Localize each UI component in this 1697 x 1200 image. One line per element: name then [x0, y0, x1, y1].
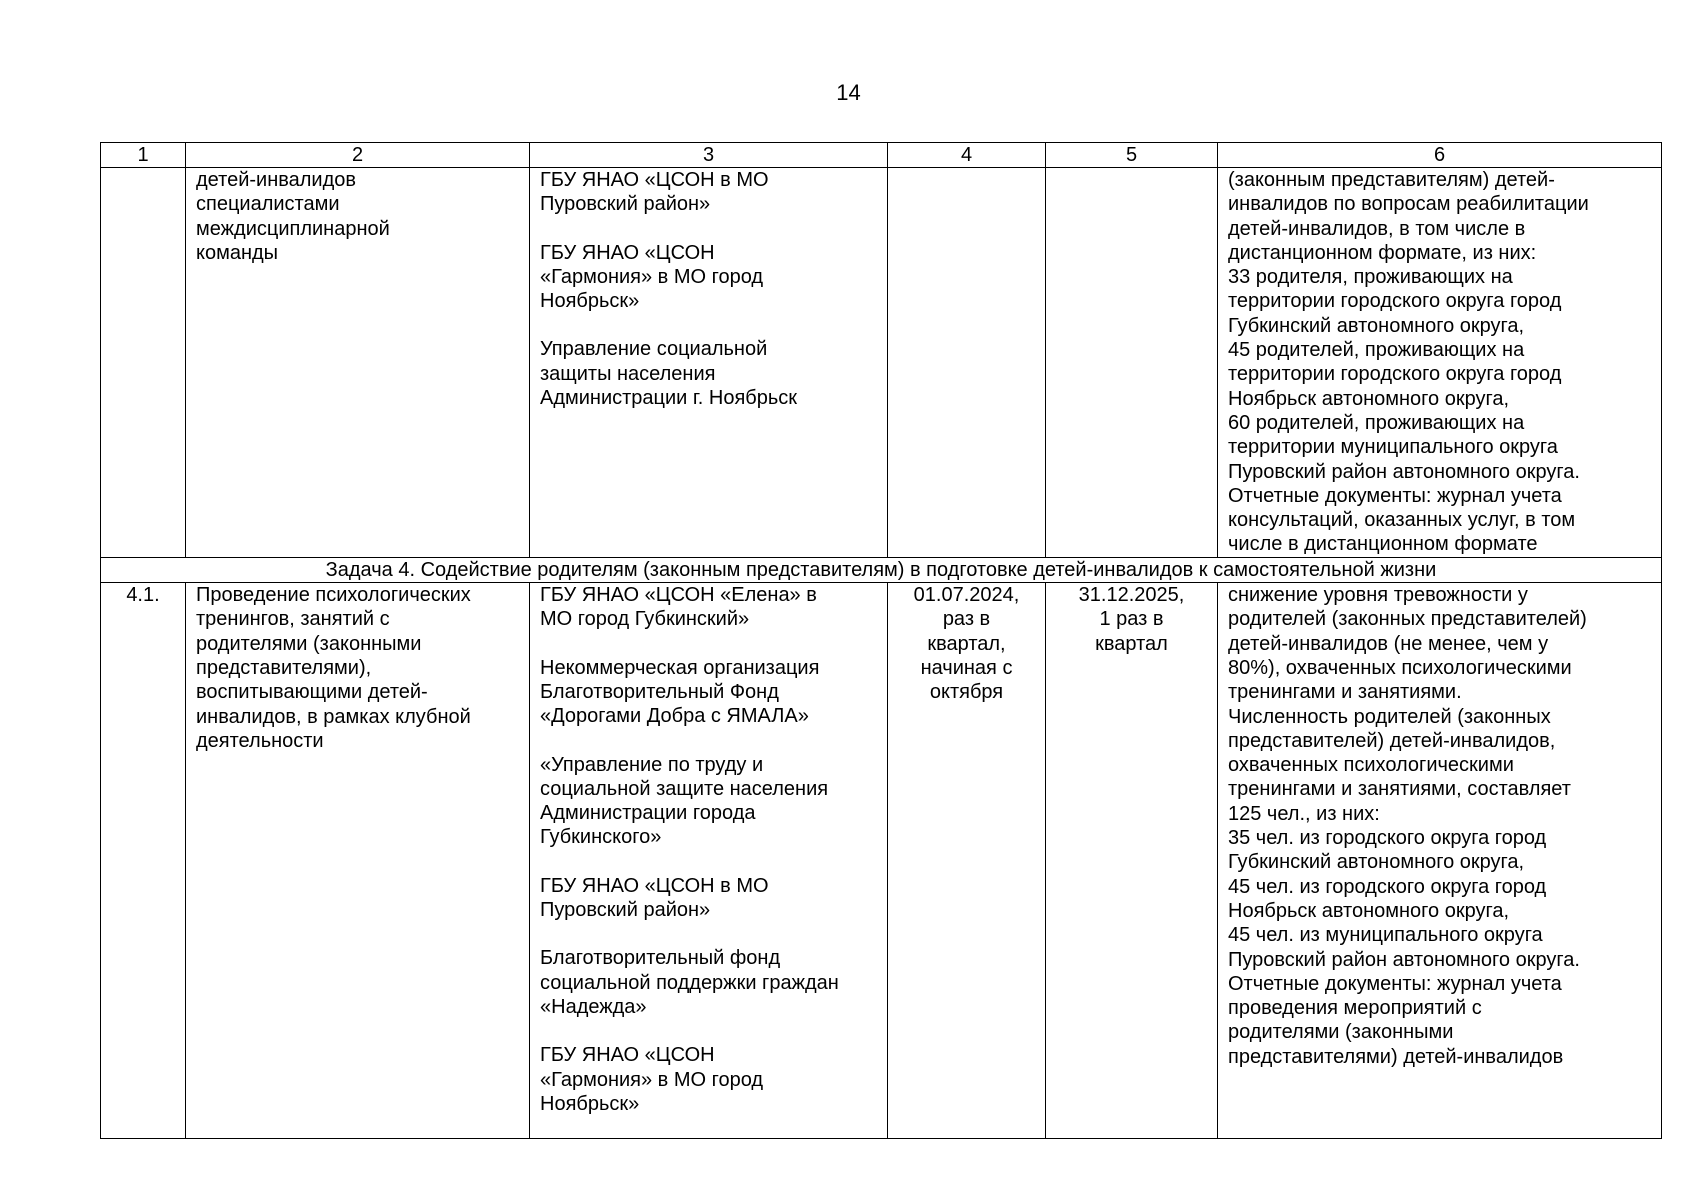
text-line: охваченных психологическими [1228, 754, 1514, 777]
text-line: начиная с [920, 656, 1013, 679]
text-line: «Управление по труду и [540, 753, 764, 776]
text-line: Пуровский район автономного округа. [1228, 460, 1580, 483]
text-line: квартал [1095, 632, 1168, 655]
text-line: инвалидов по вопросам реабилитации [1228, 193, 1589, 216]
row-number-cell [101, 168, 186, 558]
executors-cell [530, 168, 888, 558]
text-line: снижение уровня тревожности у [1228, 584, 1528, 607]
text-line: дистанционном формате, из них: [1228, 241, 1537, 264]
column-header: 4 [888, 143, 1046, 168]
spacer [540, 729, 877, 753]
text-line: 33 родителя, проживающих на [1228, 266, 1513, 289]
text-line: Управление социальной [540, 338, 768, 361]
text-line: деятельности [196, 729, 324, 752]
text-line: Губкинского» [540, 826, 662, 849]
text-line: 01.07.2024, [913, 584, 1020, 607]
end-date-cell [1046, 168, 1218, 558]
text-line: команды [196, 241, 279, 264]
text-line: 45 родителей, проживающих на [1228, 339, 1525, 362]
column-header: 1 [101, 143, 186, 168]
text-line: представителей) детей-инвалидов, [1228, 729, 1556, 752]
text-line: 125 чел., из них: [1228, 802, 1380, 825]
spacer [540, 1019, 877, 1043]
text-line: Пуровский район» [540, 193, 711, 216]
text-line: «Дорогами Добра с ЯМАЛА» [540, 705, 809, 728]
text-line: Проведение психологических [196, 584, 471, 607]
text-line: детей-инвалидов, в том числе в [1228, 217, 1526, 240]
text-line: 45 чел. из городского округа город [1228, 875, 1547, 898]
text-line: территории городского округа город [1228, 363, 1562, 386]
text-line: «Гармония» в МО город [540, 1068, 764, 1091]
text-line: «Гармония» в МО город [540, 265, 764, 288]
measure-cell [186, 583, 530, 1139]
text-line: социальной защите населения [540, 777, 829, 800]
text-line: Численность родителей (законных [1228, 705, 1551, 728]
text-line: социальной поддержки граждан [540, 971, 839, 994]
text-line: ГБУ ЯНАО «ЦСОН [540, 241, 715, 264]
text-line: «Надежда» [540, 995, 647, 1018]
text-line: Благотворительный Фонд [540, 680, 779, 703]
text-line: специалистами [196, 193, 340, 216]
text-line: МО город Губкинский» [540, 608, 750, 631]
text-line: ГБУ ЯНАО «ЦСОН в МО [540, 874, 769, 897]
end-date-cell [1046, 583, 1218, 1139]
text-line: Ноябрьск автономного округа, [1228, 899, 1509, 922]
start-date-cell [888, 583, 1046, 1139]
text-line: Отчетные документы: журнал учета [1228, 484, 1562, 507]
text-line: инвалидов, в рамках клубной [196, 705, 471, 728]
text-line: Губкинский автономного округа, [1228, 314, 1525, 337]
measures-table [100, 142, 1662, 1139]
text-line: консультаций, оказанных услуг, в том [1228, 509, 1576, 532]
spacer [540, 217, 877, 241]
row-number-cell: 4.1. [101, 583, 186, 1139]
text-line: тренингами и занятиями. [1228, 681, 1462, 704]
text-line: Ноябрьск автономного округа, [1228, 387, 1509, 410]
text-line: ГБУ ЯНАО «ЦСОН [540, 1044, 715, 1067]
text-line: детей-инвалидов [196, 169, 357, 191]
text-line: междисциплинарной [196, 217, 390, 240]
text-line: октября [929, 681, 1004, 704]
start-date-cell [888, 168, 1046, 558]
task-heading: Задача 4. Содействие родителям (законным представителям) в подготовке детей-инвалидов к самостоятельной жизни [101, 557, 1662, 582]
spacer [540, 850, 877, 874]
text-line: ГБУ ЯНАО «ЦСОН в МО [540, 169, 769, 191]
text-line: 45 чел. из муниципального округа [1228, 924, 1543, 947]
spacer [540, 313, 877, 337]
text-line: Отчетные документы: журнал учета [1228, 972, 1562, 995]
table-header-row [101, 143, 1662, 168]
text-line: представителями) детей-инвалидов [1228, 1045, 1564, 1068]
text-line: 31.12.2025, [1078, 584, 1185, 607]
column-header: 2 [186, 143, 530, 168]
measure-cell [186, 168, 530, 558]
table-row-4-1 [101, 583, 1662, 1139]
text-line: Администрации города [540, 802, 756, 825]
text-line: территории муниципального округа [1228, 436, 1558, 459]
text-line: 35 чел. из городского округа город [1228, 827, 1547, 850]
text-line: числе в дистанционном формате [1228, 533, 1538, 556]
text-line: Некоммерческая организация [540, 656, 820, 679]
text-line: 1 раз в [1099, 608, 1164, 631]
text-line: родителей (законных представителей) [1228, 608, 1587, 631]
text-line: Ноябрьск» [540, 290, 640, 313]
column-header: 5 [1046, 143, 1218, 168]
text-line: ГБУ ЯНАО «ЦСОН «Елена» в [540, 584, 817, 607]
result-cell [1218, 168, 1662, 558]
table-row-continued [101, 168, 1662, 558]
text-line: Пуровский район автономного округа. [1228, 948, 1580, 971]
text-line: защиты населения [540, 362, 716, 385]
text-line: воспитывающими детей- [196, 681, 428, 704]
text-line: территории городского округа город [1228, 290, 1562, 313]
text-line: 80%), охваченных психологическими [1228, 656, 1572, 679]
executors-cell [530, 583, 888, 1139]
text-line: Благотворительный фонд [540, 947, 781, 970]
text-line: 60 родителей, проживающих на [1228, 411, 1525, 434]
result-cell [1218, 583, 1662, 1139]
text-line: Пуровский район» [540, 899, 711, 922]
page-number: 14 [836, 80, 861, 105]
text-line: тренингов, занятий с [196, 608, 390, 631]
text-line: Ноябрьск» [540, 1092, 640, 1115]
column-header: 3 [530, 143, 888, 168]
text-line: тренингами и занятиями, составляет [1228, 778, 1571, 801]
text-line: проведения мероприятий с [1228, 997, 1482, 1020]
text-line: раз в [942, 608, 991, 631]
text-line: родителями (законными [196, 632, 422, 655]
column-header: 6 [1218, 143, 1662, 168]
spacer [540, 632, 877, 656]
text-line: родителями (законными [1228, 1021, 1454, 1044]
task-heading-row [101, 557, 1662, 582]
text-line: детей-инвалидов (не менее, чем у [1228, 632, 1549, 655]
text-line: Администрации г. Ноябрьск [540, 387, 798, 410]
text-line: представителями), [196, 656, 372, 679]
spacer [540, 922, 877, 946]
text-line: квартал, [927, 632, 1006, 655]
text-line: (законным представителям) детей- [1228, 169, 1555, 191]
text-line: Губкинский автономного округа, [1228, 851, 1525, 874]
